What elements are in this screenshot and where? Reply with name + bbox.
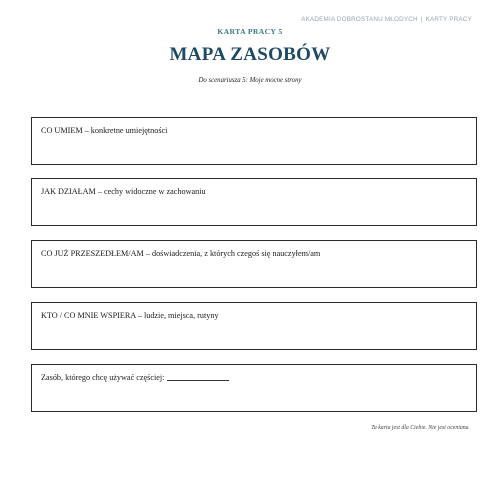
- worksheet-kicker: KARTA PRACY 5: [217, 27, 283, 36]
- answer-box-label: [41, 373, 229, 382]
- answer-box-label: CO JUŻ PRZESZEDŁEM/AM – doświadczenia, z których czegoś się nauczyłem/am: [41, 249, 321, 258]
- answer-box-label: JAK DZIAŁAM – cechy widoczne w zachowaniu: [41, 187, 206, 196]
- header-separator: |: [420, 16, 423, 23]
- footer-note: Ta karta jest dla Ciebie. Nie jest oceniana.: [371, 425, 470, 431]
- answer-box-label: CO UMIEM – konkretne umiejętności: [41, 126, 168, 135]
- answer-box-experiences[interactable]: [31, 240, 477, 288]
- page-subtitle: Do scenariusza 5: Moje mocne strony: [198, 77, 302, 84]
- answer-box-label: KTO / CO MNIE WSPIERA – ludzie, miejsca, rutyny: [41, 311, 219, 320]
- answer-box-skills[interactable]: [31, 117, 477, 165]
- resource-prompt: Zasób, którego chcę używać częściej:: [41, 373, 165, 382]
- page-title: MAPA ZASOBÓW: [169, 44, 331, 65]
- fill-in-blank-line[interactable]: [167, 380, 229, 381]
- brand-name: AKADEMIA DOBROSTANU MŁODYCH: [301, 16, 418, 23]
- section-name: KARTY PRACY: [425, 16, 472, 23]
- answer-box-resource[interactable]: [31, 364, 477, 412]
- answer-box-behavior[interactable]: [31, 178, 477, 226]
- answer-box-support[interactable]: [31, 302, 477, 350]
- header-brand-line: [301, 16, 472, 23]
